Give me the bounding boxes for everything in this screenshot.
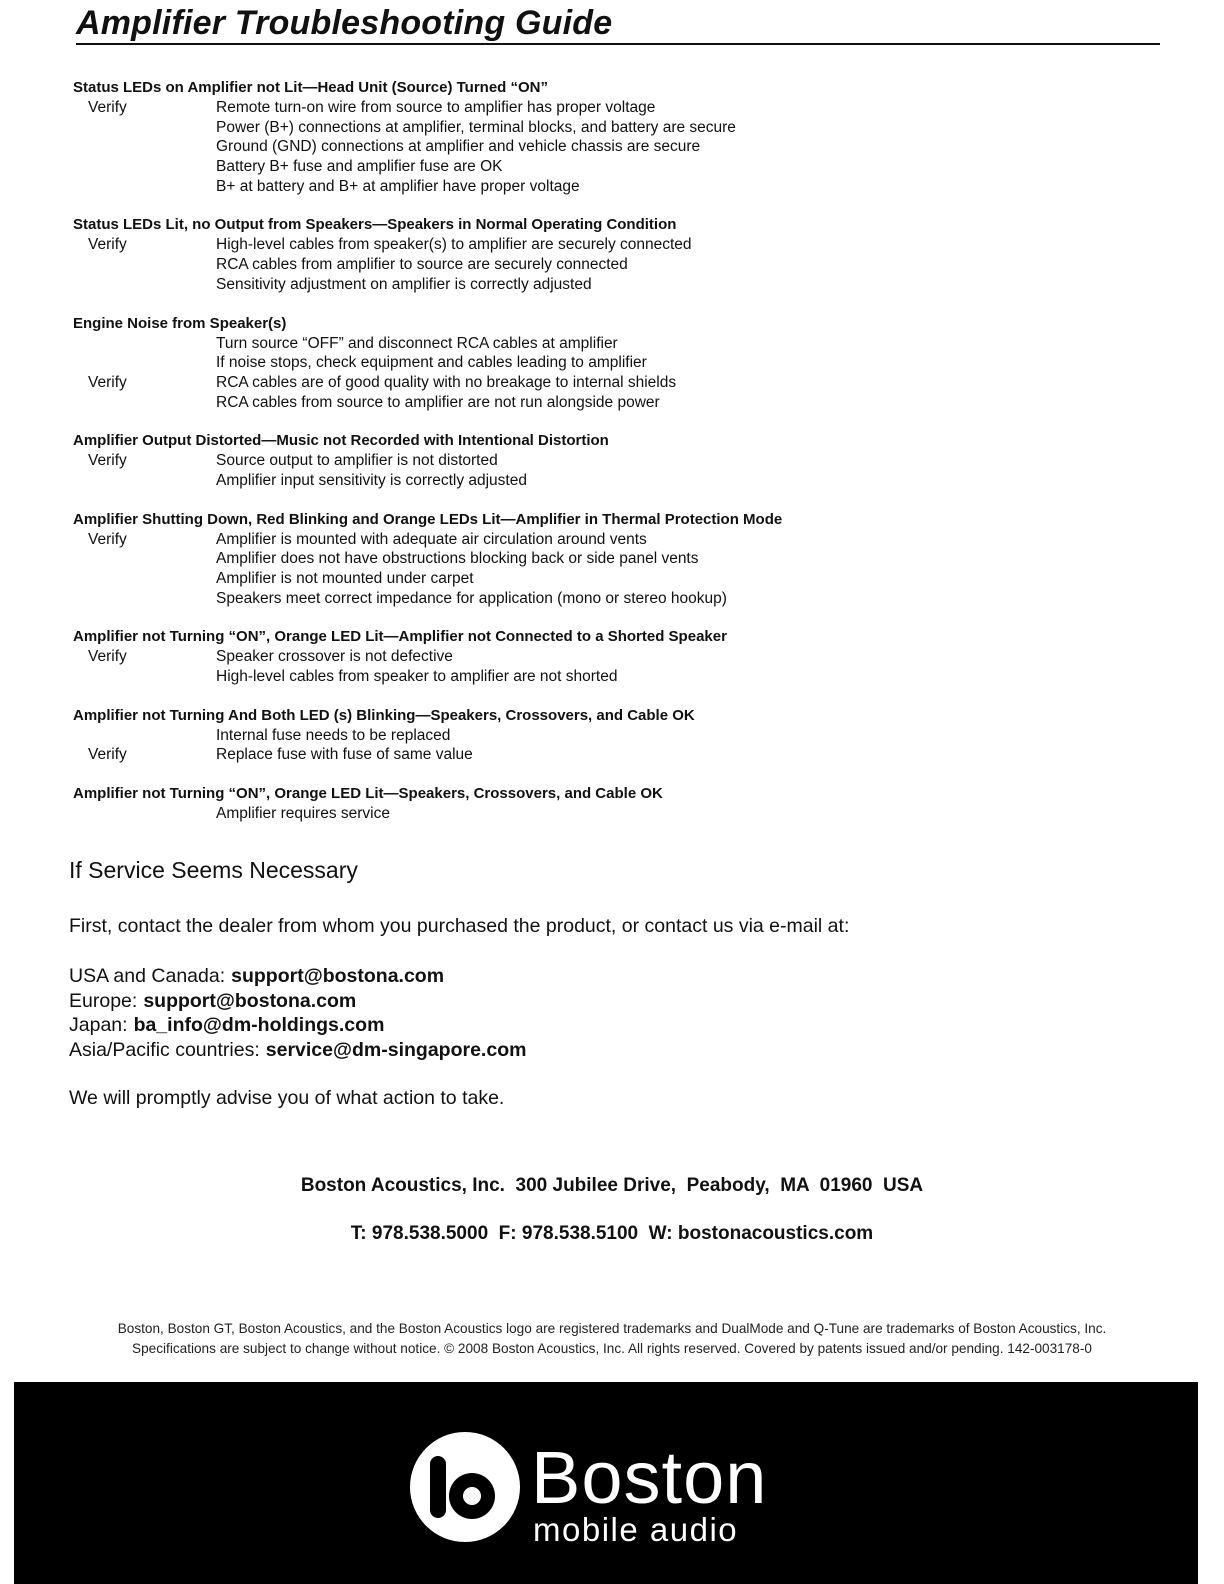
check-row: [0, 334, 1224, 354]
contact-region: USA and Canada:: [69, 965, 226, 987]
service-intro: First, contact the dealer from whom you purchased the product, or contact us via e-mail at:: [69, 915, 850, 937]
trouble-section: [0, 78, 1224, 196]
row-label: Verify: [88, 236, 127, 254]
row-label: Verify: [88, 373, 127, 391]
check-row: [0, 373, 1224, 393]
row-text: Amplifier input sensitivity is correctly adjusted: [216, 471, 527, 489]
row-text: Amplifier requires service: [216, 805, 390, 823]
service-closing: We will promptly advise you of what action to take.: [69, 1087, 505, 1109]
legal-line: Specifications are subject to change without notice. © 2008 Boston Acoustics, Inc. All rights reserved. Covered by patents issued and/or pending. 142-003178-0: [132, 1341, 1092, 1356]
check-row: [0, 569, 1224, 589]
section-heading: Status LEDs Lit, no Output from Speakers—Speakers in Normal Operating Condition: [73, 216, 677, 234]
trouble-section: [0, 706, 1224, 765]
trouble-section: [0, 510, 1224, 609]
row-text: Speaker crossover is not defective: [216, 648, 453, 666]
row-text: High-level cables from speaker(s) to amplifier are securely connected: [216, 236, 692, 254]
contact-email-link[interactable]: service@dm-singapore.com: [265, 1038, 527, 1061]
title-underline: [76, 43, 1160, 45]
row-text: Source output to amplifier is not distorted: [216, 452, 498, 470]
row-text: High-level cables from speaker to amplifier are not shorted: [216, 668, 618, 686]
check-row: [0, 255, 1224, 275]
contact-region: Asia/Pacific countries:: [69, 1038, 260, 1061]
row-text: Sensitivity adjustment on amplifier is correctly adjusted: [216, 275, 592, 293]
check-row: [0, 235, 1224, 255]
row-text: Turn source “OFF” and disconnect RCA cables at amplifier: [216, 334, 618, 352]
row-text: Replace fuse with fuse of same value: [216, 746, 473, 764]
company-contact-line: T: 978.538.5000 F: 978.538.5100 W: bostonacoustics.com: [350, 1223, 874, 1244]
check-row: [0, 471, 1224, 491]
row-text: Ground (GND) connections at amplifier and vehicle chassis are secure: [216, 138, 701, 156]
contact-region: Japan:: [69, 1014, 128, 1036]
trouble-section: [0, 431, 1224, 490]
section-heading: Amplifier not Turning “ON”, Orange LED Lit—Speakers, Crossovers, and Cable OK: [73, 785, 663, 803]
row-label: Verify: [88, 530, 127, 548]
check-row: [0, 530, 1224, 550]
check-row: [0, 667, 1224, 687]
check-row: [0, 647, 1224, 667]
check-row: [0, 137, 1224, 157]
row-label: Verify: [88, 99, 127, 116]
legal-line: Boston, Boston GT, Boston Acoustics, and the Boston Acoustics logo are registered trademarks and DualMode and Q-Tune are trademarks of Boston Acoustics, Inc.: [117, 1321, 1107, 1336]
legal-notice: [0, 1319, 1224, 1359]
row-text: RCA cables are of good quality with no breakage to internal shields: [216, 373, 677, 391]
check-row: [0, 98, 1224, 118]
section-heading: Amplifier Shutting Down, Red Blinking and Orange LEDs Lit—Amplifier in Thermal Protection Mode: [73, 510, 783, 528]
check-row: [0, 589, 1224, 609]
check-row: [0, 118, 1224, 138]
contact-region: Europe:: [69, 989, 138, 1012]
trouble-section: [0, 215, 1224, 294]
trouble-section: [0, 314, 1224, 413]
row-text: Amplifier is not mounted under carpet: [216, 570, 474, 587]
company-address: Boston Acoustics, Inc. 300 Jubilee Drive, Peabody, MA 01960 USA: [300, 1175, 924, 1196]
contact-row: [69, 1013, 526, 1038]
boston-b-icon: [404, 1426, 526, 1553]
brand-tagline: mobile audio: [533, 1511, 739, 1548]
check-row: [0, 549, 1224, 569]
contact-email-link[interactable]: support@bostona.com: [231, 965, 445, 987]
check-row: [0, 451, 1224, 471]
row-label: Verify: [88, 648, 127, 666]
row-text: Remote turn-on wire from source to amplifier has proper voltage: [216, 99, 656, 116]
row-text: Power (B+) connections at amplifier, terminal blocks, and battery are secure: [216, 118, 736, 136]
row-text: Speakers meet correct impedance for application (mono or stereo hookup): [216, 589, 727, 607]
brand-name: Boston: [531, 1436, 768, 1519]
row-text: Amplifier does not have obstructions blocking back or side panel vents: [216, 550, 699, 568]
trouble-section: [0, 784, 1224, 824]
contact-row: [69, 1038, 526, 1063]
row-text: Battery B+ fuse and amplifier fuse are OK: [216, 158, 503, 176]
contact-row: [69, 989, 526, 1014]
section-heading: Amplifier not Turning “ON”, Orange LED Lit—Amplifier not Connected to a Shorted Speaker: [73, 628, 727, 646]
contact-email-link[interactable]: ba_info@dm-holdings.com: [133, 1014, 385, 1036]
row-label: Verify: [88, 452, 127, 470]
check-row: [0, 745, 1224, 765]
section-heading: Amplifier Output Distorted—Music not Recorded with Intentional Distortion: [73, 432, 609, 450]
brand-footer: [14, 1382, 1198, 1584]
contact-email-link[interactable]: support@bostona.com: [143, 989, 357, 1012]
section-heading: Engine Noise from Speaker(s): [73, 314, 287, 332]
troubleshooting-sections: [0, 78, 1224, 843]
row-text: RCA cables from source to amplifier are not run alongside power: [216, 393, 660, 411]
check-row: [0, 393, 1224, 413]
check-row: [0, 177, 1224, 197]
check-row: [0, 157, 1224, 177]
check-row: [0, 726, 1224, 746]
contact-row: [69, 964, 526, 989]
row-text: B+ at battery and B+ at amplifier have proper voltage: [216, 177, 580, 195]
section-heading: Status LEDs on Amplifier not Lit—Head Unit (Source) Turned “ON”: [73, 79, 549, 96]
service-heading: If Service Seems Necessary: [69, 857, 358, 883]
row-text: If noise stops, check equipment and cables leading to amplifier: [216, 354, 647, 372]
check-row: [0, 275, 1224, 295]
row-label: Verify: [88, 746, 127, 764]
page-title: Amplifier Troubleshooting Guide: [76, 4, 613, 42]
check-row: [0, 353, 1224, 373]
contact-list: [69, 964, 526, 1062]
row-text: Amplifier is mounted with adequate air circulation around vents: [216, 530, 647, 548]
check-row: [0, 804, 1224, 824]
section-heading: Amplifier not Turning And Both LED (s) Blinking—Speakers, Crossovers, and Cable OK: [73, 706, 695, 724]
row-text: RCA cables from amplifier to source are securely connected: [216, 256, 628, 274]
trouble-section: [0, 627, 1224, 686]
row-text: Internal fuse needs to be replaced: [216, 726, 451, 744]
